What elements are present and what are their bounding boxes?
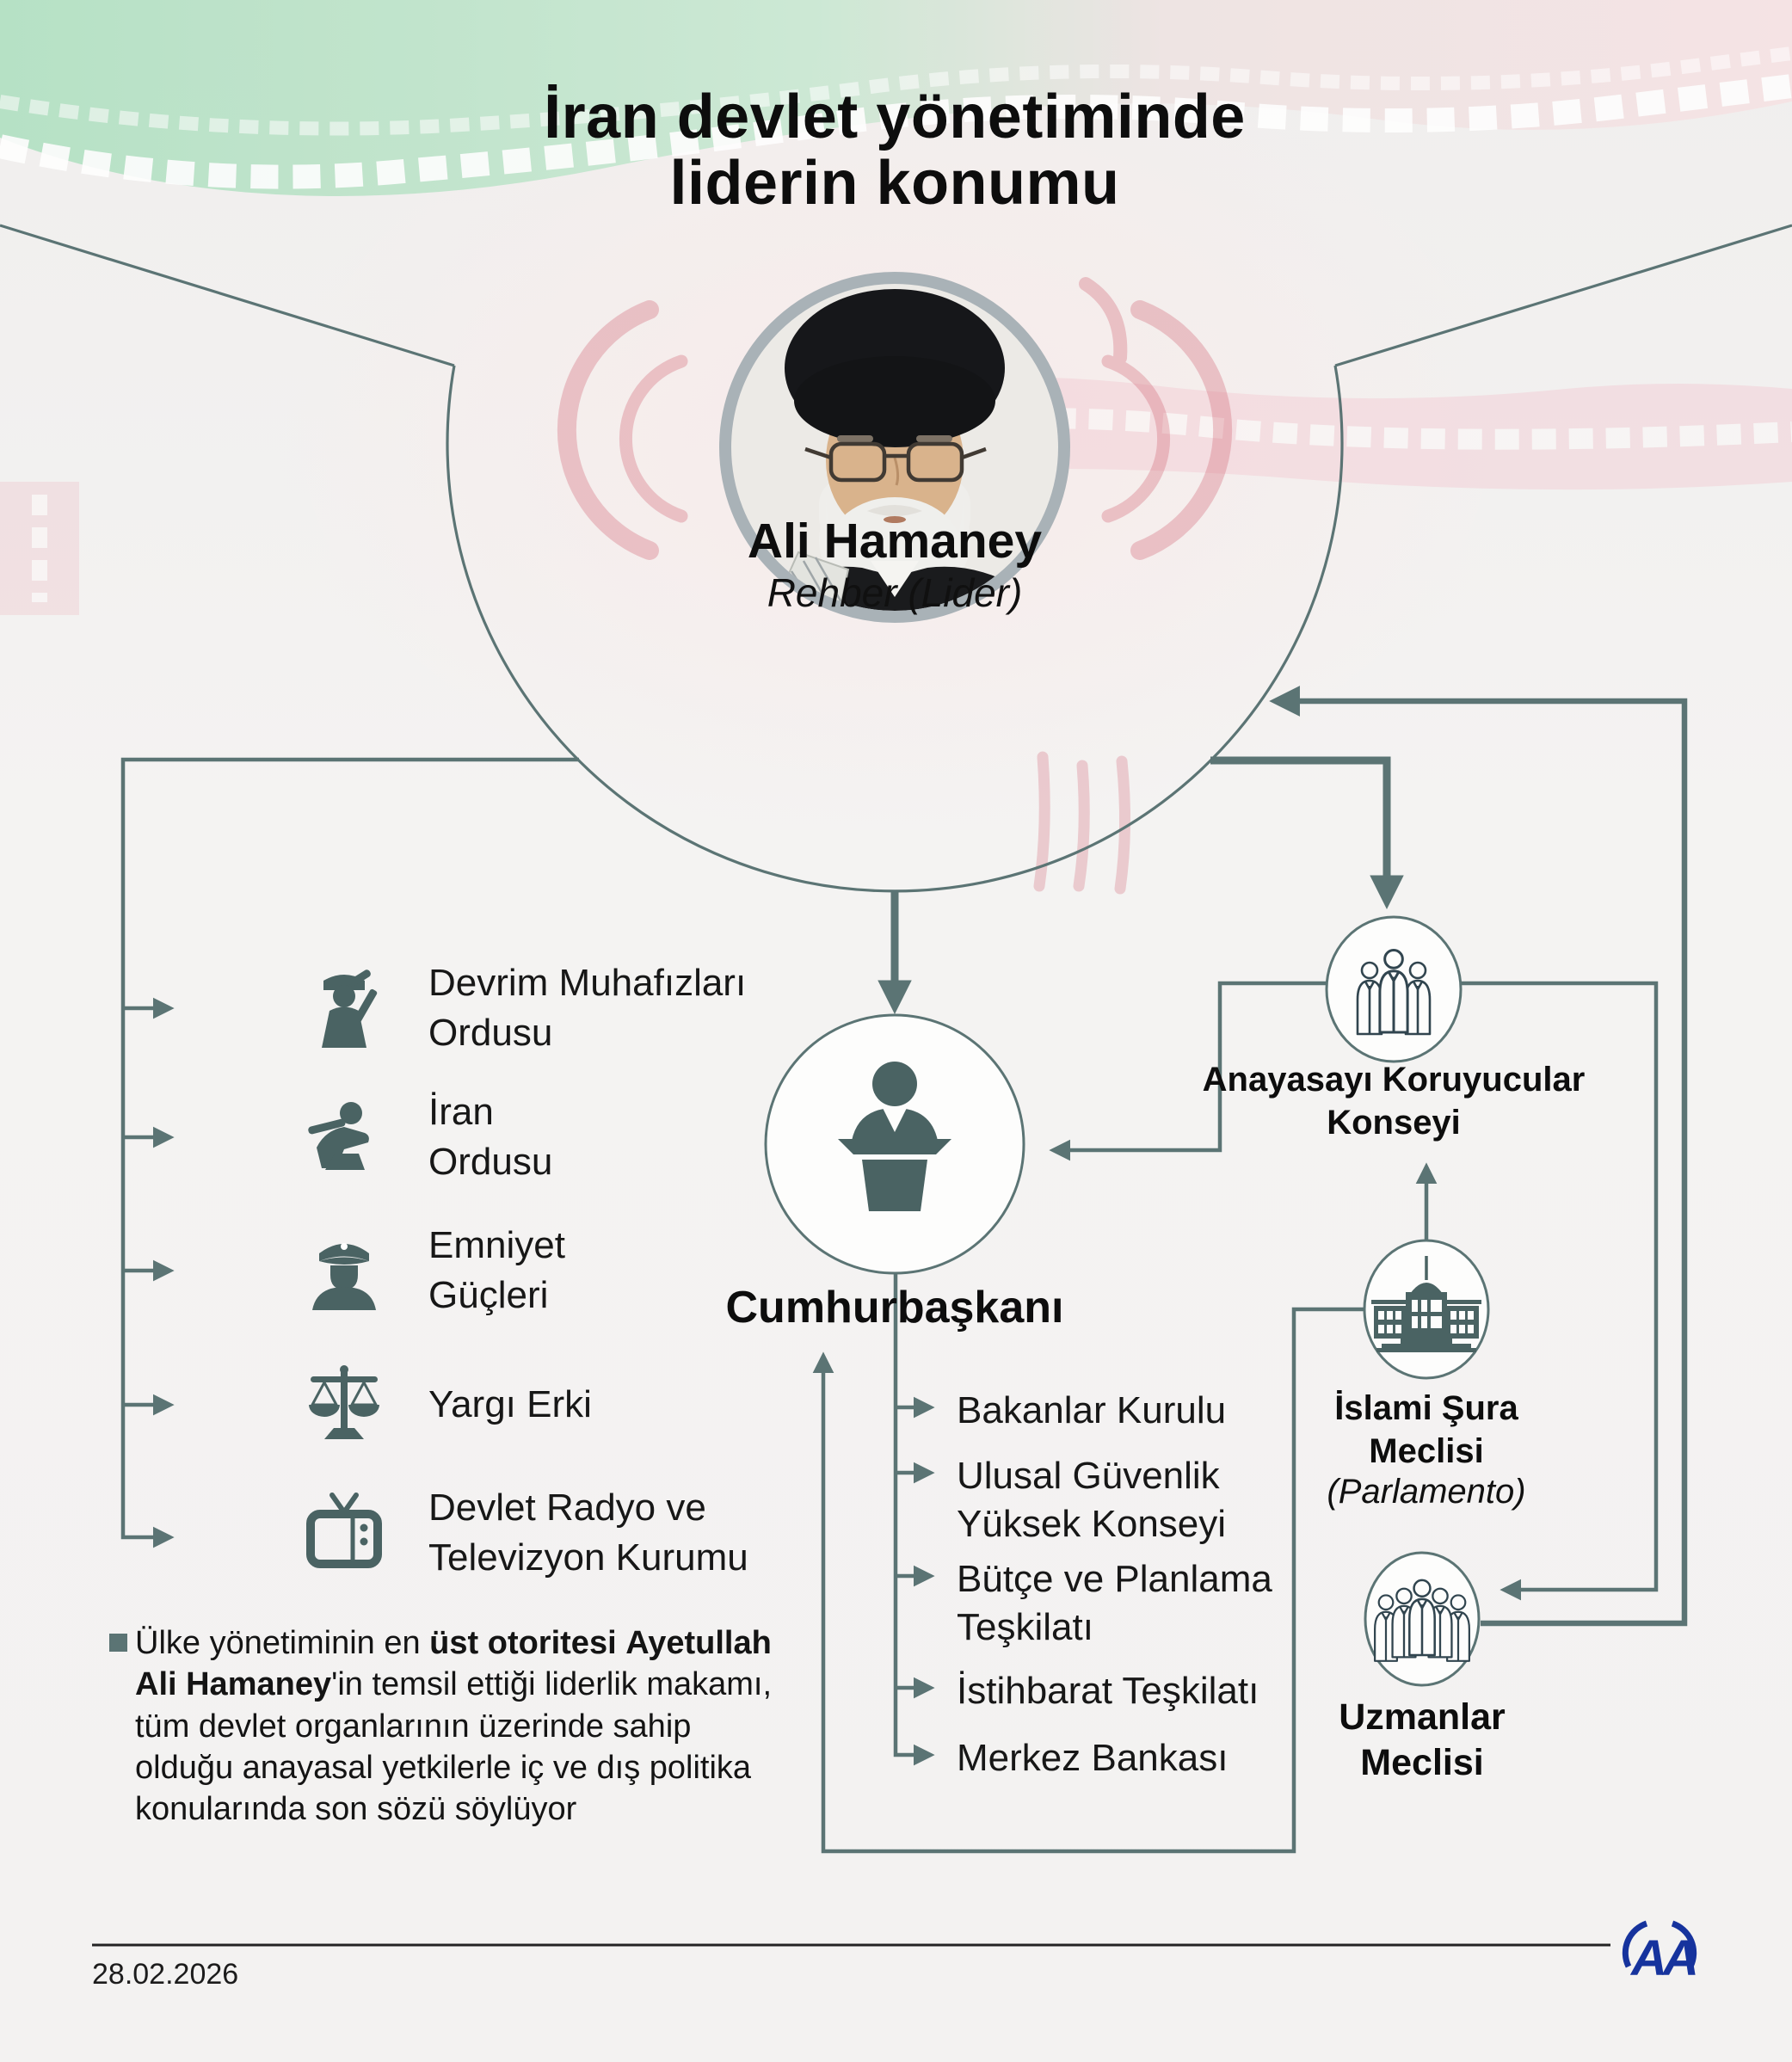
army-soldier-icon <box>307 1102 368 1170</box>
sub-item-budget-planning: Bütçe ve Planlama Teşkilatı <box>957 1558 1272 1648</box>
president-label: Cumhurbaşkanı <box>725 1283 1064 1333</box>
page-title: İran devlet yönetiminde liderin konumu <box>544 83 1246 219</box>
note-text-1: Ülke yönetiminin en <box>135 1625 430 1661</box>
note-text-2 <box>617 1625 626 1661</box>
sub-item-national-security-council: Ulusal Güvenlik Yüksek Konseyi <box>957 1455 1227 1545</box>
parliament-sublabel: (Parlamento) <box>1327 1473 1526 1511</box>
agency-letters: AA <box>1631 1930 1695 1986</box>
leader-name: Ali Hamaney <box>747 514 1043 569</box>
anadolu-agency-logo <box>1625 1924 1696 1986</box>
revolutionary-guard-icon <box>322 969 378 1048</box>
three-delegates-icon <box>1358 951 1430 1034</box>
left-item-army: İran Ordusu <box>428 1090 553 1183</box>
parliament-label: İslami Şura Meclisi <box>1334 1389 1518 1470</box>
connector-president-sublist <box>896 1273 917 1755</box>
experts-assembly-label: Uzmanlar Meclisi <box>1339 1696 1506 1784</box>
tv-broadcast-icon <box>311 1495 378 1564</box>
left-item-judiciary: Yargı Erki <box>428 1382 592 1425</box>
left-item-police: Emniyet Güçleri <box>428 1223 565 1316</box>
note-paragraph <box>135 1622 782 1830</box>
sub-item-intelligence: İstihbarat Teşkilatı <box>957 1670 1259 1712</box>
publish-date: 28.02.2026 <box>92 1958 239 1991</box>
leader-role: Rehber (Lider) <box>767 570 1023 615</box>
note-bullet <box>109 1634 127 1652</box>
police-officer-icon <box>312 1243 376 1310</box>
left-item-revolutionary-guard: Devrim Muhafızları Ordusu <box>428 961 747 1054</box>
left-item-state-tv: Devlet Radyo ve Televizyon Kurumu <box>428 1486 748 1579</box>
connector-leader-guardian <box>1210 760 1387 881</box>
justice-scales-icon <box>309 1365 379 1439</box>
guardian-council-label: Anayasayı Koruyucular Konseyi <box>1202 1061 1586 1142</box>
sub-item-central-bank: Merkez Bankası <box>957 1737 1229 1779</box>
sub-item-cabinet: Bakanlar Kurulu <box>957 1389 1227 1431</box>
note-bold-1: üst otoritesi <box>429 1625 617 1661</box>
note-bold-2: Ayetullah Ali Hamaney <box>135 1625 772 1703</box>
note-text-3: 'in temsil ettiği liderlik makamı, tüm devlet organlarının üzerinde sahip olduğu anayasal yetkilerle iç ve dış politika konularında son sözü söylüyor <box>135 1666 773 1827</box>
